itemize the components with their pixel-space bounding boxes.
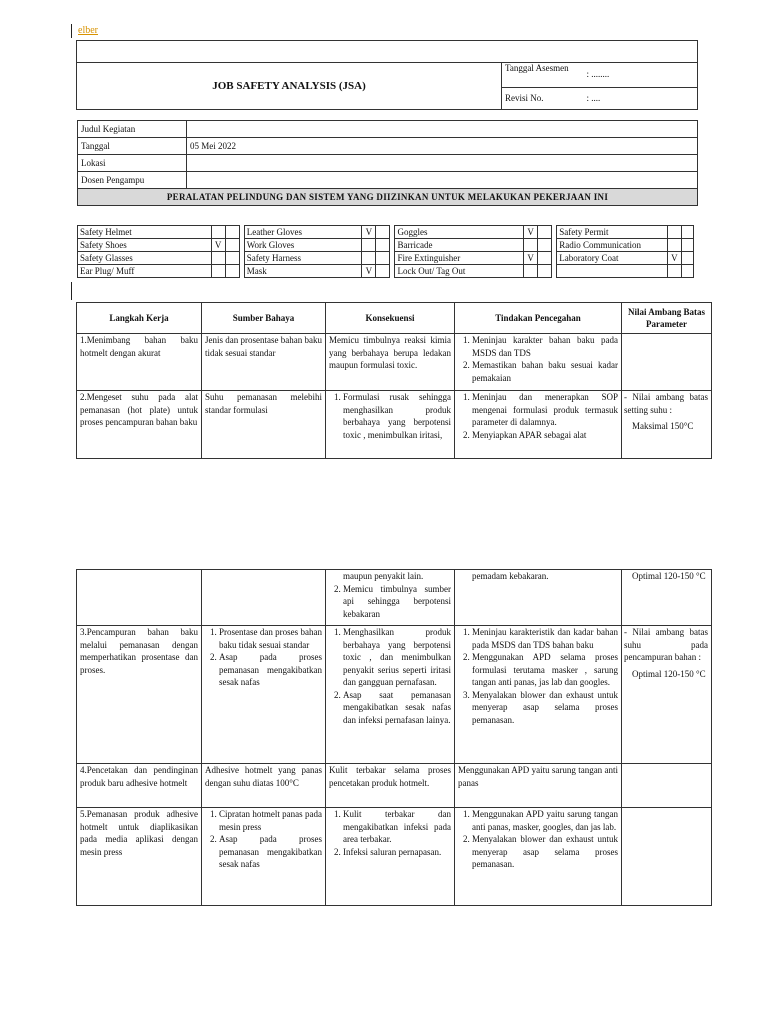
tindakan-cell <box>455 334 622 391</box>
ppe-item-label: Leather Gloves <box>244 226 362 239</box>
langkah-desc: Pencetakan dan pendinginan produk baru adhesive hotmelt <box>80 765 198 788</box>
sumber-cell <box>202 808 326 906</box>
header-blank-row <box>77 41 698 63</box>
ppe-item-checkbox[interactable]: V <box>667 252 681 265</box>
info-row <box>78 155 698 172</box>
konsekuensi-cell <box>326 570 455 626</box>
sumber-text: Suhu pemanasan melebihi standar formulasi <box>205 392 322 415</box>
konsekuensi-text: Memicu timbulnya reaksi kimia yang berbahaya berupa ledakan maupun formulasi toxic. <box>329 335 451 370</box>
ppe-item-label: Laboratory Coat <box>557 252 668 265</box>
langkah-desc: Mengeset suhu pada alat pemanasan (hot plate) untuk proses pencampuran bahan baku <box>80 392 198 427</box>
ppe-row <box>78 252 694 265</box>
nilai-text <box>624 570 708 583</box>
langkah-text <box>80 764 198 789</box>
ppe-spacer <box>376 239 390 252</box>
ppe-item-label: Lock Out/ Tag Out <box>395 265 524 278</box>
tindakan-item: 1. Meninjau karakter bahan baku pada MSDS dan TDS <box>472 334 618 359</box>
ppe-item-label: Radio Communication <box>557 239 668 252</box>
nilai-bullet: - <box>624 392 633 402</box>
langkah-cell <box>77 570 202 626</box>
dosen-label: Dosen Pengampu <box>78 172 187 189</box>
ppe-spacer <box>681 265 693 278</box>
jsa-row <box>77 570 712 626</box>
sumber-text: Jenis dan prosentase bahan baku tidak sesuai standar <box>205 335 322 358</box>
tanggal-asesmen-value[interactable]: : ........ <box>584 63 698 87</box>
konsekuensi-continuation: maupun penyakit lain. <box>343 571 424 581</box>
ppe-spacer <box>538 265 552 278</box>
ppe-spacer <box>681 252 693 265</box>
top-link[interactable]: elber <box>71 24 98 38</box>
ppe-spacer <box>538 226 552 239</box>
konsekuensi-cell <box>326 334 455 391</box>
ppe-item-checkbox[interactable]: V <box>524 226 538 239</box>
nilai-cell <box>622 808 712 906</box>
ppe-item-checkbox[interactable] <box>211 252 225 265</box>
ppe-item-checkbox[interactable] <box>524 239 538 252</box>
konsekuensi-cell <box>326 808 455 906</box>
tindakan-list <box>458 391 618 441</box>
konsekuensi-list <box>329 626 451 726</box>
konsekuensi-item: 2. Memicu timbulnya sumber api sehingga berpotensi kebakaran <box>343 583 451 621</box>
tindakan-list <box>458 334 618 384</box>
ppe-item-label: Fire Extinguisher <box>395 252 524 265</box>
tindakan-text: Menggunakan APD yaitu sarung tangan anti panas <box>458 765 618 788</box>
jsa-row <box>77 626 712 764</box>
ppe-spacer <box>538 252 552 265</box>
konsekuensi-text: Kulit terbakar selama proses pencetakan produk hotmelt. <box>329 765 451 788</box>
sumber-text: Adhesive hotmelt yang panas dengan suhu diatas 100°C <box>205 765 322 788</box>
langkah-cell <box>77 334 202 391</box>
jsa-row <box>77 334 712 391</box>
tanggal-asesmen-label: Tanggal Asesmen <box>502 63 584 87</box>
lokasi-value[interactable] <box>187 155 698 172</box>
ppe-row <box>78 239 694 252</box>
konsekuensi-cell <box>326 626 455 764</box>
tindakan-cell <box>455 808 622 906</box>
tindakan-list <box>458 808 618 871</box>
ppe-item-checkbox[interactable] <box>362 252 376 265</box>
ppe-item-checkbox[interactable]: V <box>362 226 376 239</box>
judul-kegiatan-value[interactable] <box>187 121 698 138</box>
revisi-value[interactable]: : .... <box>584 87 698 109</box>
tindakan-list <box>458 626 618 726</box>
col-langkah-kerja: Langkah Kerja <box>77 303 202 334</box>
judul-kegiatan-label: Judul Kegiatan <box>78 121 187 138</box>
langkah-cell <box>77 764 202 808</box>
konsekuensi-list <box>329 808 451 858</box>
nilai-text <box>624 626 708 664</box>
konsekuensi-item: 1. Kulit terbakar dan mengakibatkan infeksi pada area terbakar. <box>343 808 451 846</box>
tindakan-item: 2. Menyiapkan APAR sebagai alat <box>472 429 618 442</box>
col-nilai-ambang: Nilai Ambang Batas Parameter <box>622 303 712 334</box>
ppe-item-label: Goggles <box>395 226 524 239</box>
ppe-spacer <box>681 239 693 252</box>
tindakan-item: 2. Menggunakan APD selama proses formulasi terutama masker , sarung tangan anti panas, jas lab dan googles. <box>472 651 618 689</box>
ppe-item-label: Barricade <box>395 239 524 252</box>
sumber-item: 1. Prosentase dan proses bahan baku tidak sesuai standar <box>219 626 322 651</box>
langkah-number: 5. <box>80 809 87 819</box>
sumber-list <box>205 808 322 871</box>
langkah-text <box>80 626 198 676</box>
info-row <box>78 138 698 155</box>
tindakan-continuation: pemadam kebakaran. <box>472 571 549 581</box>
langkah-number: 3. <box>80 627 87 637</box>
ppe-item-checkbox[interactable]: V <box>524 252 538 265</box>
ppe-item-checkbox[interactable] <box>667 265 681 278</box>
tindakan-item: 3. Menyalakan blower dan exhaust untuk menyerap asap selama proses pemanasan. <box>472 689 618 727</box>
tindakan-item: 1. Meninjau karakteristik dan kadar bahan pada MSDS dan TDS bahan baku <box>472 626 618 651</box>
ppe-row <box>78 265 694 278</box>
jsa-row <box>77 391 712 459</box>
col-konsekuensi: Konsekuensi <box>326 303 455 334</box>
langkah-desc: Pemanasan produk adhesive hotmelt untuk diaplikasikan pada media aplikasi dengan mesin press <box>80 809 198 857</box>
konsekuensi-item: 2. Asap saat pemanasan mengakibatkan sesak nafas dan infeksi pernafasan lainya. <box>343 689 451 727</box>
langkah-number: 4. <box>80 765 87 775</box>
langkah-number: 2. <box>80 392 87 402</box>
sumber-cell <box>202 391 326 459</box>
nilai-value: Nilai ambang batas suhu pada pencampuran bahan : <box>624 627 708 662</box>
sumber-cell <box>202 764 326 808</box>
ppe-spacer <box>376 265 390 278</box>
ppe-item-checkbox[interactable] <box>211 226 225 239</box>
ppe-checklist <box>77 225 694 278</box>
sumber-cell <box>202 570 326 626</box>
langkah-number: 1. <box>80 335 87 345</box>
sumber-item: 1. Cipratan hotmelt panas pada mesin press <box>219 808 322 833</box>
ppe-item-label: Safety Glasses <box>78 252 212 265</box>
ppe-item-label: Ear Plug/ Muff <box>78 265 212 278</box>
ppe-row <box>78 226 694 239</box>
tindakan-cell <box>455 764 622 808</box>
langkah-text <box>80 391 198 429</box>
nilai-cell <box>622 391 712 459</box>
info-row <box>78 172 698 189</box>
tindakan-cell <box>455 570 622 626</box>
revisi-label: Revisi No. <box>502 87 584 109</box>
nilai-text <box>624 420 708 433</box>
jsa-header <box>76 40 698 110</box>
dosen-value[interactable] <box>187 172 698 189</box>
langkah-desc: Pencampuran bahan baku melalui pemanasan dengan memperhatikan prosentase dan proses. <box>80 627 198 675</box>
ppe-item-checkbox[interactable] <box>667 226 681 239</box>
sumber-item: 2. Asap pada proses pemanasan mengakibatkan sesak nafas <box>219 833 322 871</box>
tindakan-item: 2. Menyalakan blower dan exhaust untuk menyerap asap selama proses pemanasan. <box>472 833 618 871</box>
info-table <box>77 120 698 206</box>
tanggal-value[interactable]: 05 Mei 2022 <box>187 138 698 155</box>
ppe-spacer <box>376 252 390 265</box>
info-row <box>78 121 698 138</box>
langkah-text <box>80 808 198 858</box>
nilai-value: Optimal 120-150 °C <box>632 668 706 679</box>
jsa-table-page1 <box>76 302 712 459</box>
ppe-item-label: Safety Helmet <box>78 226 212 239</box>
ppe-item-checkbox[interactable] <box>362 239 376 252</box>
nilai-bullet: - <box>624 627 633 637</box>
nilai-cell <box>622 626 712 764</box>
nilai-text <box>624 391 708 416</box>
ppe-item-checkbox[interactable]: V <box>362 265 376 278</box>
nilai-cell <box>622 764 712 808</box>
jsa-title: JOB SAFETY ANALYSIS (JSA) <box>77 63 502 110</box>
konsekuensi-list <box>329 583 451 621</box>
lokasi-label: Lokasi <box>78 155 187 172</box>
nilai-value: Maksimal 150°C <box>632 421 694 431</box>
konsekuensi-item: 2. Infeksi saluran pernapasan. <box>343 846 451 859</box>
konsekuensi-list <box>329 391 451 441</box>
ppe-banner: PERALATAN PELINDUNG DAN SISTEM YANG DIIZINKAN UNTUK MELAKUKAN PEKERJAAN INI <box>78 189 698 206</box>
tindakan-item: 2. Memastikan bahan baku sesuai kadar pemakaian <box>472 359 618 384</box>
konsekuensi-item: 1. Formulasi rusak sehingga menghasilkan produk berbahaya yang berpotensi toxic , menimbulkan iritasi, <box>343 391 451 441</box>
konsekuensi-cell <box>326 391 455 459</box>
sumber-cell <box>202 334 326 391</box>
langkah-cell <box>77 391 202 459</box>
ppe-item-label: Work Gloves <box>244 239 362 252</box>
ppe-spacer <box>376 226 390 239</box>
col-sumber-bahaya: Sumber Bahaya <box>202 303 326 334</box>
tindakan-cell <box>455 626 622 764</box>
nilai-value: Nilai ambang batas setting suhu : <box>624 392 708 415</box>
ppe-item-checkbox[interactable] <box>211 265 225 278</box>
ppe-item-label <box>557 265 668 278</box>
nilai-cell <box>622 334 712 391</box>
jsa-row <box>77 808 712 906</box>
col-tindakan-pencegahan: Tindakan Pencegahan <box>455 303 622 334</box>
sumber-cell <box>202 626 326 764</box>
jsa-row <box>77 764 712 808</box>
ppe-item-checkbox[interactable] <box>524 265 538 278</box>
nilai-text <box>624 668 708 681</box>
langkah-text <box>80 334 198 359</box>
ppe-spacer <box>681 226 693 239</box>
tanggal-label: Tanggal <box>78 138 187 155</box>
jsa-table-page2 <box>76 569 712 906</box>
sumber-list <box>205 626 322 689</box>
langkah-cell <box>77 808 202 906</box>
ppe-item-label: Safety Permit <box>557 226 668 239</box>
ppe-spacer <box>225 252 239 265</box>
ppe-item-checkbox[interactable] <box>667 239 681 252</box>
text-cursor <box>71 282 72 300</box>
ppe-spacer <box>225 239 239 252</box>
ppe-item-label: Safety Harness <box>244 252 362 265</box>
tindakan-item: 1. Meninjau dan menerapkan SOP mengenai formulasi produk termasuk parameter di dalamnya. <box>472 391 618 429</box>
nilai-cell <box>622 570 712 626</box>
konsekuensi-item: 1. Menghasilkan produk berbahaya yang berpotensi toxic , dan menimbulkan penyakit serius seperti iritasi dan gangguan pernafasan. <box>343 626 451 689</box>
ppe-spacer <box>225 226 239 239</box>
langkah-desc: Menimbang bahan baku hotmelt dengan akurat <box>80 335 198 358</box>
konsekuensi-cell <box>326 764 455 808</box>
ppe-item-label: Safety Shoes <box>78 239 212 252</box>
tindakan-item: 1. Menggunakan APD yaitu sarung tangan anti panas, masker, googles, dan jas lab. <box>472 808 618 833</box>
sumber-item: 2. Asap pada proses pemanasan mengakibatkan sesak nafas <box>219 651 322 689</box>
nilai-value: Optimal 120-150 °C <box>632 571 706 581</box>
ppe-item-label: Mask <box>244 265 362 278</box>
tindakan-cell <box>455 391 622 459</box>
ppe-spacer <box>538 239 552 252</box>
langkah-cell <box>77 626 202 764</box>
ppe-item-checkbox[interactable]: V <box>211 239 225 252</box>
ppe-spacer <box>225 265 239 278</box>
